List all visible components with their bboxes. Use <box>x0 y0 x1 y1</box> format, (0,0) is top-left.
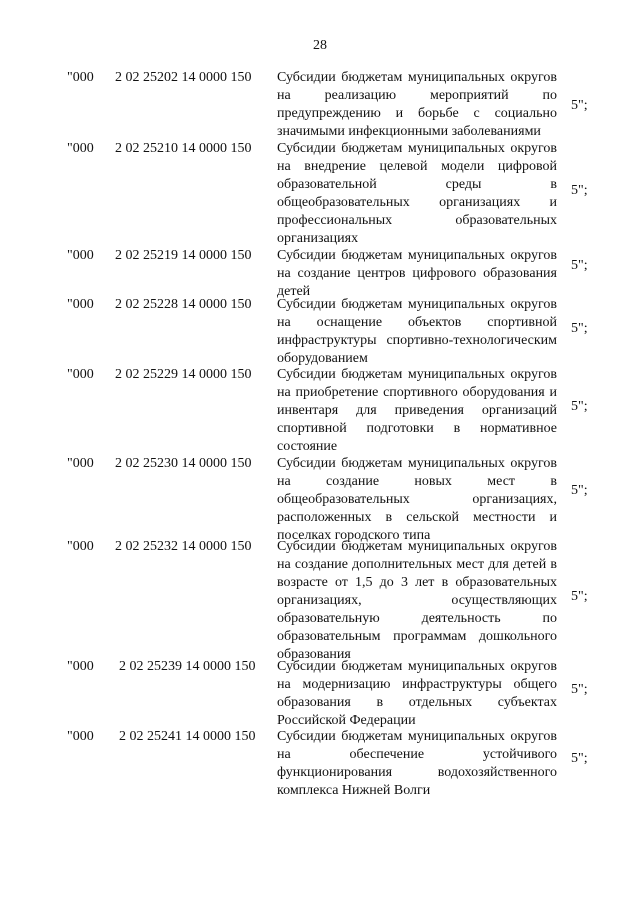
table-row <box>0 140 640 247</box>
row-description: Субсидии бюджетам муниципальных округов на обеспечение устойчивого функционирования водохозяйственного комплекса Нижней Волги <box>277 729 557 798</box>
row-prefix: "000 <box>67 367 94 382</box>
table-row <box>0 455 640 543</box>
row-description: Субсидии бюджетам муниципальных округов на оснащение объектов спортивной инфраструктуры спортивно-технологическим оборудованием <box>277 297 557 366</box>
row-prefix: "000 <box>67 141 94 156</box>
row-suffix: 5"; <box>571 751 588 766</box>
table-row <box>0 366 640 455</box>
budget-code: 2 02 25241 14 0000 150 <box>119 729 256 744</box>
row-prefix: "000 <box>67 539 94 554</box>
budget-code: 2 02 25219 14 0000 150 <box>115 248 252 263</box>
budget-code: 2 02 25229 14 0000 150 <box>115 367 252 382</box>
classification-table <box>0 69 640 803</box>
row-prefix: "000 <box>67 659 94 674</box>
row-description: Субсидии бюджетам муниципальных округов на создание центров цифрового образования детей <box>277 248 557 299</box>
table-row <box>0 728 640 803</box>
table-row <box>0 658 640 728</box>
row-suffix: 5"; <box>571 589 588 604</box>
row-prefix: "000 <box>67 70 94 85</box>
row-description: Субсидии бюджетам муниципальных округов на создание новых мест в общеобразовательных организациях, расположенных в сельской местности и поселках городского типа <box>277 456 557 543</box>
row-suffix: 5"; <box>571 98 588 113</box>
row-description: Субсидии бюджетам муниципальных округов на создание дополнительных мест для детей в возрасте от 1,5 до 3 лет в образовательных организациях, осуществляющих образовательную деятельность по образовательным программам дошкольного образования <box>277 539 557 662</box>
budget-code: 2 02 25230 14 0000 150 <box>115 456 252 471</box>
budget-code: 2 02 25202 14 0000 150 <box>115 70 252 85</box>
row-suffix: 5"; <box>571 183 588 198</box>
row-suffix: 5"; <box>571 682 588 697</box>
row-prefix: "000 <box>67 729 94 744</box>
row-suffix: 5"; <box>571 483 588 498</box>
budget-code: 2 02 25228 14 0000 150 <box>115 297 252 312</box>
table-row <box>0 538 640 662</box>
row-suffix: 5"; <box>571 321 588 336</box>
page-number: 28 <box>313 38 327 53</box>
row-prefix: "000 <box>67 248 94 263</box>
row-prefix: "000 <box>67 297 94 312</box>
budget-code: 2 02 25239 14 0000 150 <box>119 659 256 674</box>
row-prefix: "000 <box>67 456 94 471</box>
budget-code: 2 02 25210 14 0000 150 <box>115 141 252 156</box>
row-description: Субсидии бюджетам муниципальных округов на реализацию мероприятий по предупреждению и борьбе с социально значимыми инфекционными заболеваниями <box>277 70 557 139</box>
table-row <box>0 69 640 140</box>
row-description: Субсидии бюджетам муниципальных округов на модернизацию инфраструктуры общего образования в отдельных субъектах Российской Федерации <box>277 659 557 728</box>
row-description: Субсидии бюджетам муниципальных округов на приобретение спортивного оборудования и инвентаря для приведения организаций спортивной подготовки в нормативное состояние <box>277 367 557 454</box>
row-suffix: 5"; <box>571 399 588 414</box>
table-row <box>0 296 640 366</box>
table-row <box>0 247 640 299</box>
budget-code: 2 02 25232 14 0000 150 <box>115 539 252 554</box>
row-description: Субсидии бюджетам муниципальных округов на внедрение целевой модели цифровой образовательной среды в общеобразовательных организациях и профессиональных образовательных организациях <box>277 141 557 246</box>
row-suffix: 5"; <box>571 258 588 273</box>
